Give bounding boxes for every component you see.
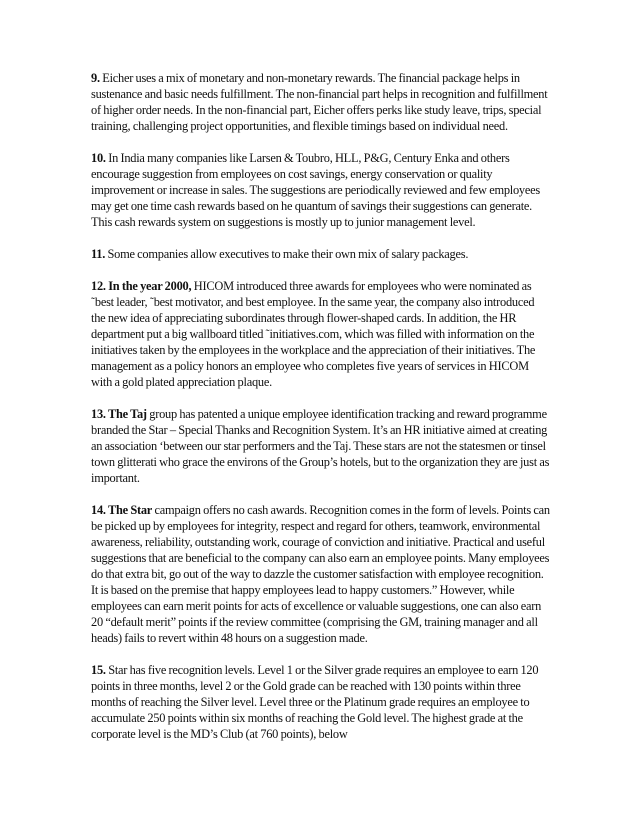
paragraph-number: 12.: [91, 279, 106, 293]
paragraph-number: 15.: [91, 663, 106, 677]
paragraph-text: HICOM introduced three awards for employees who were nominated as ˜best leader, ˜best motivator, and best employee. In the same year, the company also introduced the new idea of appreciating subordinates through flower-shaped cards. In addition, the HR department put a big wallboard titled ˜initiatives.com, which was filled with information on the initiatives taken by the employees in the workplace and the appreciation of their initiatives. The management as a policy honors an employee who completes five years of services in HICOM with a gold plated appreciation plaque.: [91, 279, 536, 389]
paragraph-lead: In the year 2000,: [105, 279, 192, 293]
paragraph-10: [91, 150, 551, 230]
paragraph-text: Star has five recognition levels. Level 1 or the Silver grade requires an employee to earn 120 points in three months, level 2 or the Gold grade can be reached with 130 points within three months of reaching the Silver level. Level three or the Platinum grade requires an employee to accumulate 250 points within six months of reaching the Gold level. The highest grade at the corporate level is the MD’s Club (at 760 points), below: [91, 663, 539, 741]
paragraph-number: 13.: [91, 407, 106, 421]
paragraph-text: Some companies allow executives to make their own mix of salary packages.: [105, 247, 469, 261]
paragraph-lead: The Star: [105, 503, 153, 517]
paragraph-text: group has patented a unique employee identification tracking and reward programme branded the Star – Special Thanks and Recognition System. It’s an HR initiative aimed at creating an association ‘between our star performers and the Taj. These stars are not the statesmen or tinsel town glitterati who grace the environs of the Group’s hotels, but to the organization they are just as important.: [91, 407, 550, 485]
paragraph-number: 10.: [91, 151, 106, 165]
paragraph-15: [91, 662, 551, 742]
paragraph-lead: The Taj: [105, 407, 147, 421]
paragraph-number: 9.: [91, 71, 100, 85]
paragraph-9: [91, 70, 551, 134]
paragraph-number: 11.: [91, 247, 106, 261]
paragraph-14: [91, 502, 551, 646]
document-page: [91, 70, 551, 758]
paragraph-11: [91, 246, 551, 262]
paragraph-text: Eicher uses a mix of monetary and non-monetary rewards. The financial package helps in sustenance and basic needs fulfillment. The non-financial part helps in recognition and fulfillment of higher order needs. In the non-financial part, Eicher offers perks like study leave, trips, special training, challenging project opportunities, and flexible timings based on individual need.: [91, 71, 548, 133]
paragraph-text: campaign offers no cash awards. Recognition comes in the form of levels. Points can be picked up by employees for integrity, respect and regard for others, teamwork, environmental awareness, reliability, outstanding work, courage of conviction and initiative. Practical and useful suggestions that are beneficial to the company can also earn an employee points. Many employees do that extra bit, go out of the way to dazzle the customer satisfaction with employee recognition. It is based on the premise that happy employees lead to happy customers.” However, while employees can earn merit points for acts of excellence or valuable suggestions, one can also earn 20 “default merit” points if the review committee (comprising the GM, training manager and all heads) fails to revert within 48 hours on a suggestion made.: [91, 503, 550, 645]
paragraph-number: 14.: [91, 503, 106, 517]
paragraph-13: [91, 406, 551, 486]
paragraph-12: [91, 278, 551, 390]
paragraph-text: In India many companies like Larsen & Toubro, HLL, P&G, Century Enka and others encourage suggestion from employees on cost savings, energy conservation or quality improvement or increase in sales. The suggestions are periodically reviewed and few employees may get one time cash rewards based on he quantum of savings their suggestions can generate. This cash rewards system on suggestions is mostly up to junior management level.: [91, 151, 540, 229]
